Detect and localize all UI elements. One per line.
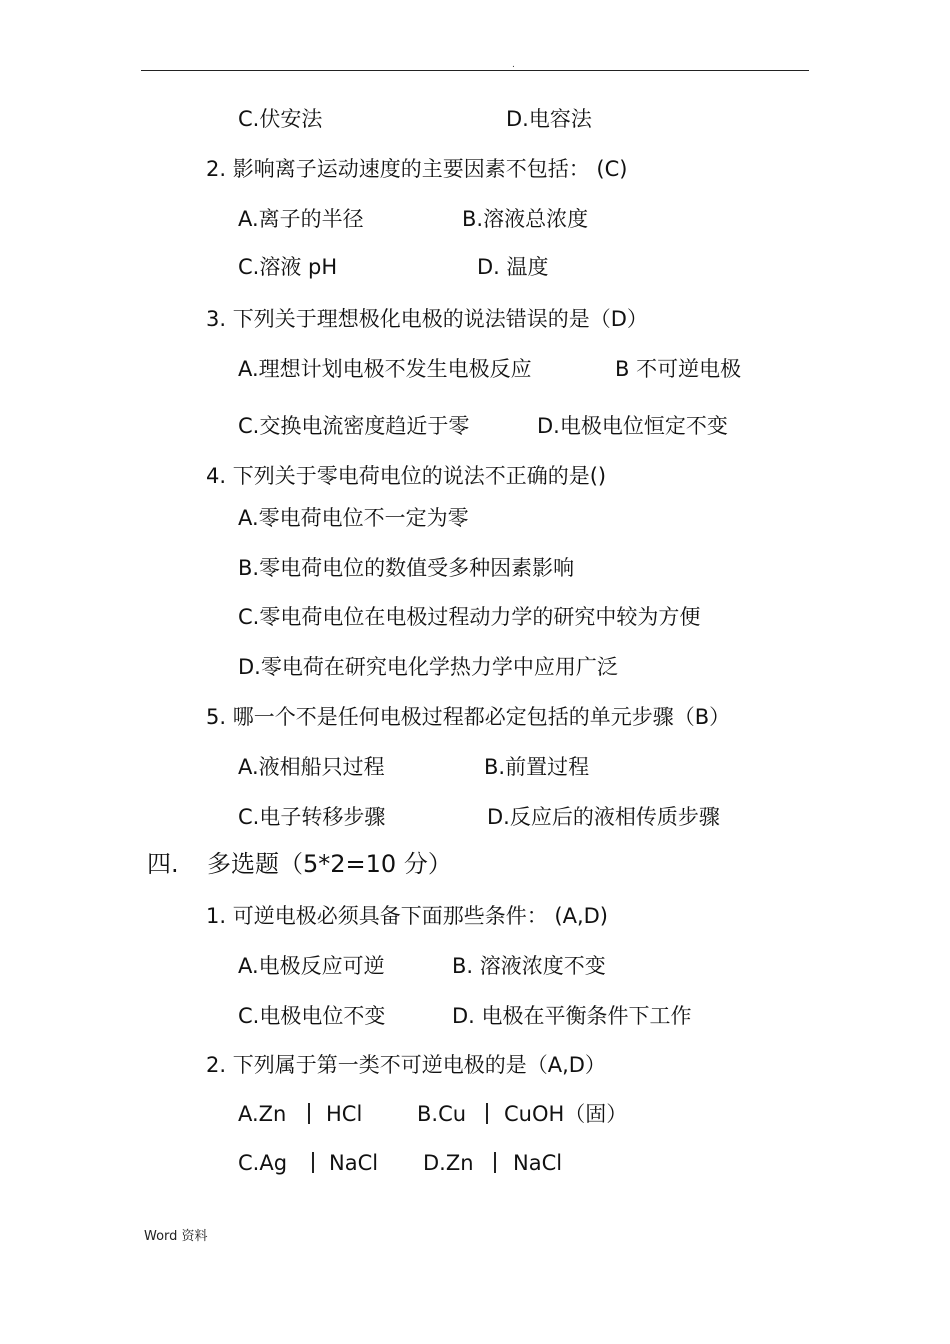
q5-option-b: B.前置过程 — [484, 755, 590, 779]
q3-option-d: D.电极电位恒定不变 — [537, 414, 728, 438]
phase-boundary-line — [486, 1103, 488, 1124]
m2d-electrolyte: NaCl — [513, 1151, 563, 1175]
m2a-electrode: A.Zn — [238, 1102, 287, 1126]
m2c-electrolyte: NaCl — [329, 1151, 379, 1175]
m2-option-a — [238, 1101, 398, 1127]
question-3: 3. 下列关于理想极化电极的说法错误的是（D） — [206, 307, 648, 331]
m2-option-b — [417, 1101, 637, 1127]
q4-option-d: D.零电荷在研究电化学热力学中应用广泛 — [238, 655, 618, 679]
option-d-line1: D.电容法 — [506, 107, 592, 131]
section-number: 四. — [147, 850, 179, 878]
question-4: 4. 下列关于零电荷电位的说法不正确的是() — [206, 464, 607, 488]
phase-boundary-line — [312, 1152, 314, 1173]
q3-option-c: C.交换电流密度趋近于零 — [238, 414, 470, 438]
m1-option-a: A.电极反应可逆 — [238, 954, 385, 978]
m2c-electrode: C.Ag — [238, 1151, 288, 1175]
question-2: 2. 影响离子运动速度的主要因素不包括： (C) — [206, 157, 628, 181]
multi-question-2: 2. 下列属于第一类不可逆电极的是（A,D） — [206, 1053, 606, 1077]
q2-option-c: C.溶液 pH — [238, 255, 338, 279]
question-5: 5. 哪一个不是任何电极过程都必定包括的单元步骤（B） — [206, 705, 731, 729]
q3-option-b: B 不可逆电极 — [615, 357, 742, 381]
m2-option-d — [423, 1150, 583, 1176]
footer-label: Word 资料 — [144, 1229, 208, 1244]
q3-option-a: A.理想计划电极不发生电极反应 — [238, 357, 532, 381]
m1-option-c: C.电极电位不变 — [238, 1004, 386, 1028]
m2d-electrode: D.Zn — [423, 1151, 474, 1175]
phase-boundary-line — [494, 1152, 496, 1173]
section-title: 多选题（5*2=10 分） — [207, 850, 452, 878]
m2b-electrode: B.Cu — [417, 1102, 467, 1126]
m2a-electrolyte: HCl — [326, 1102, 363, 1126]
q2-option-b: B.溶液总浓度 — [462, 207, 589, 231]
q2-option-d: D. 温度 — [477, 255, 549, 279]
multi-question-1: 1. 可逆电极必须具备下面那些条件： (A,D) — [206, 904, 608, 928]
q5-option-c: C.电子转移步骤 — [238, 805, 386, 829]
phase-boundary-line — [308, 1103, 310, 1124]
q4-option-a: A.零电荷电位不一定为零 — [238, 506, 469, 530]
m2b-electrolyte: CuOH（固） — [504, 1102, 628, 1126]
m1-option-d: D. 电极在平衡条件下工作 — [452, 1004, 692, 1028]
option-c-line1: C.伏安法 — [238, 107, 323, 131]
q4-option-c: C.零电荷电位在电极过程动力学的研究中较为方便 — [238, 605, 701, 629]
q2-option-a: A.离子的半径 — [238, 207, 364, 231]
q4-option-b: B.零电荷电位的数值受多种因素影响 — [238, 556, 575, 580]
m1-option-b: B. 溶液浓度不变 — [452, 954, 606, 978]
q5-option-d: D.反应后的液相传质步骤 — [487, 805, 720, 829]
m2-option-c — [238, 1150, 398, 1176]
header-rule — [141, 70, 809, 71]
q5-option-a: A.液相船只过程 — [238, 755, 385, 779]
header-mark: . — [512, 60, 515, 70]
